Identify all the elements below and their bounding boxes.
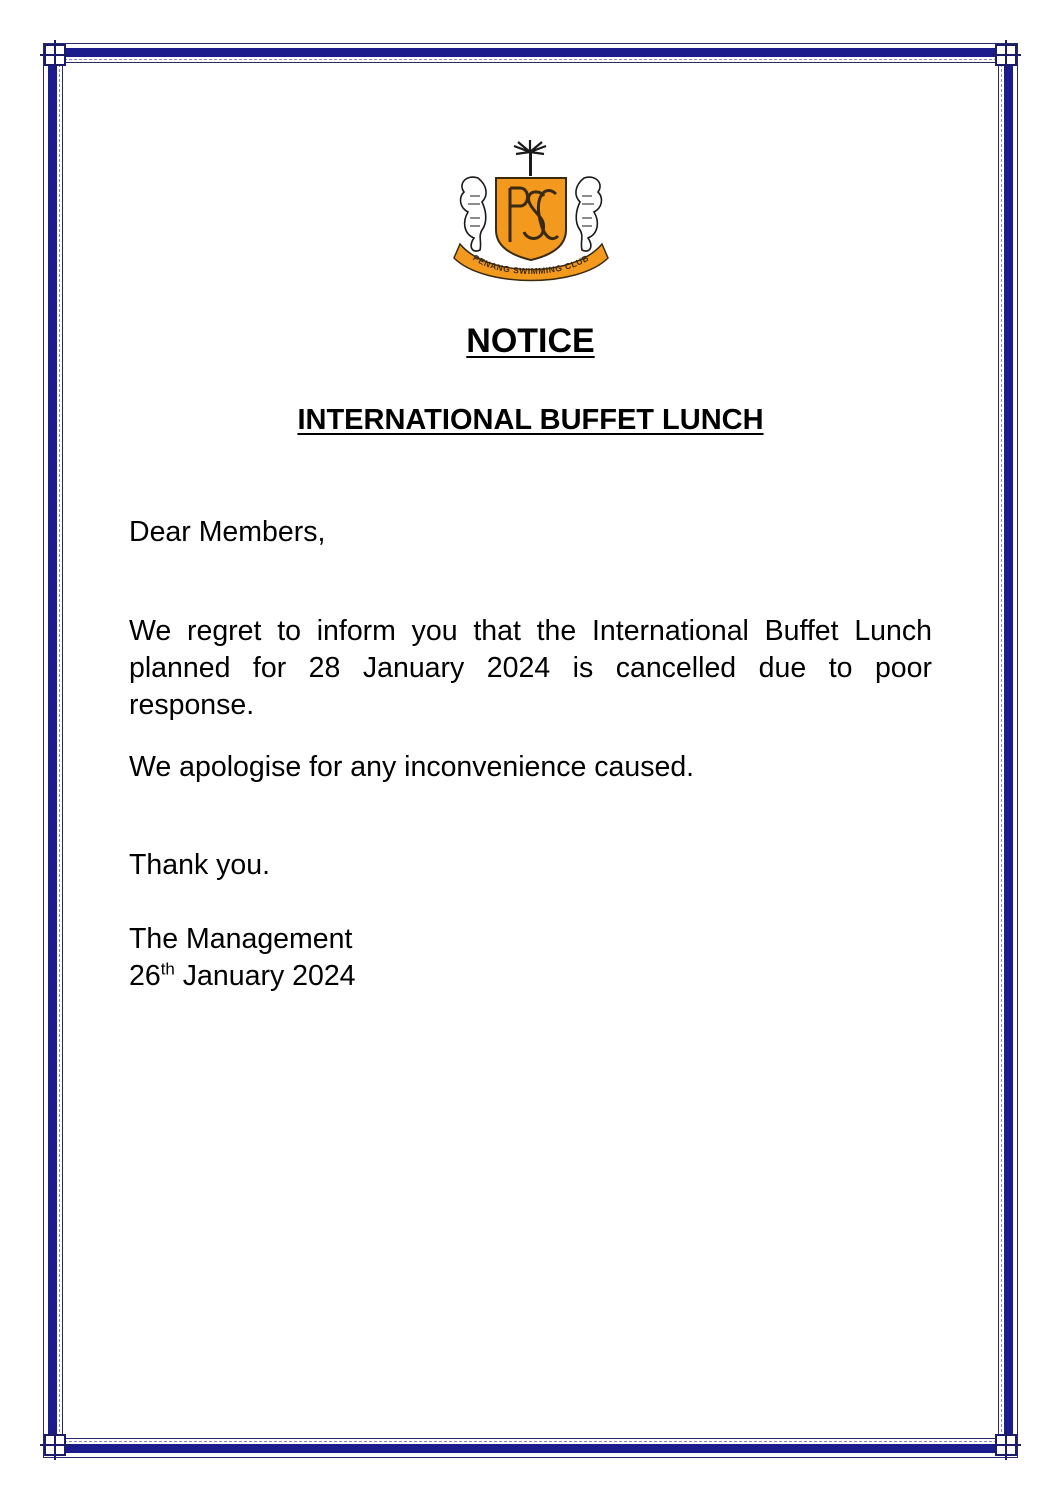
date-suffix: th bbox=[160, 959, 175, 979]
corner-ornament-bottom-left bbox=[44, 1434, 66, 1456]
corner-ornament-top-left bbox=[44, 44, 66, 66]
signoff-block bbox=[129, 921, 932, 995]
corner-ornament-top-right bbox=[995, 44, 1017, 66]
cancellation-paragraph: We regret to inform you that the International Buffet Lunch planned for 28 January 2024 is cancelled due to poor response. bbox=[129, 615, 932, 721]
apology-paragraph: We apologise for any inconvenience caused. bbox=[129, 751, 695, 783]
notice-title: NOTICE bbox=[466, 322, 595, 360]
notice-date bbox=[129, 958, 932, 995]
club-shield bbox=[496, 178, 566, 260]
thanks-line: Thank you. bbox=[129, 849, 270, 881]
date-rest: January 2024 bbox=[174, 960, 356, 992]
seahorse-left-icon bbox=[461, 177, 487, 251]
club-logo bbox=[448, 138, 614, 288]
notice-subtitle: INTERNATIONAL BUFFET LUNCH bbox=[297, 404, 764, 436]
seahorse-right-icon bbox=[576, 177, 602, 251]
signatory: The Management bbox=[129, 923, 353, 955]
date-day: 26 bbox=[129, 960, 161, 992]
corner-ornament-bottom-right bbox=[995, 1434, 1017, 1456]
ribbon-text: PENANG SWIMMING CLUB bbox=[471, 252, 591, 277]
salutation: Dear Members, bbox=[129, 516, 326, 548]
palm-tree-icon bbox=[514, 140, 546, 176]
